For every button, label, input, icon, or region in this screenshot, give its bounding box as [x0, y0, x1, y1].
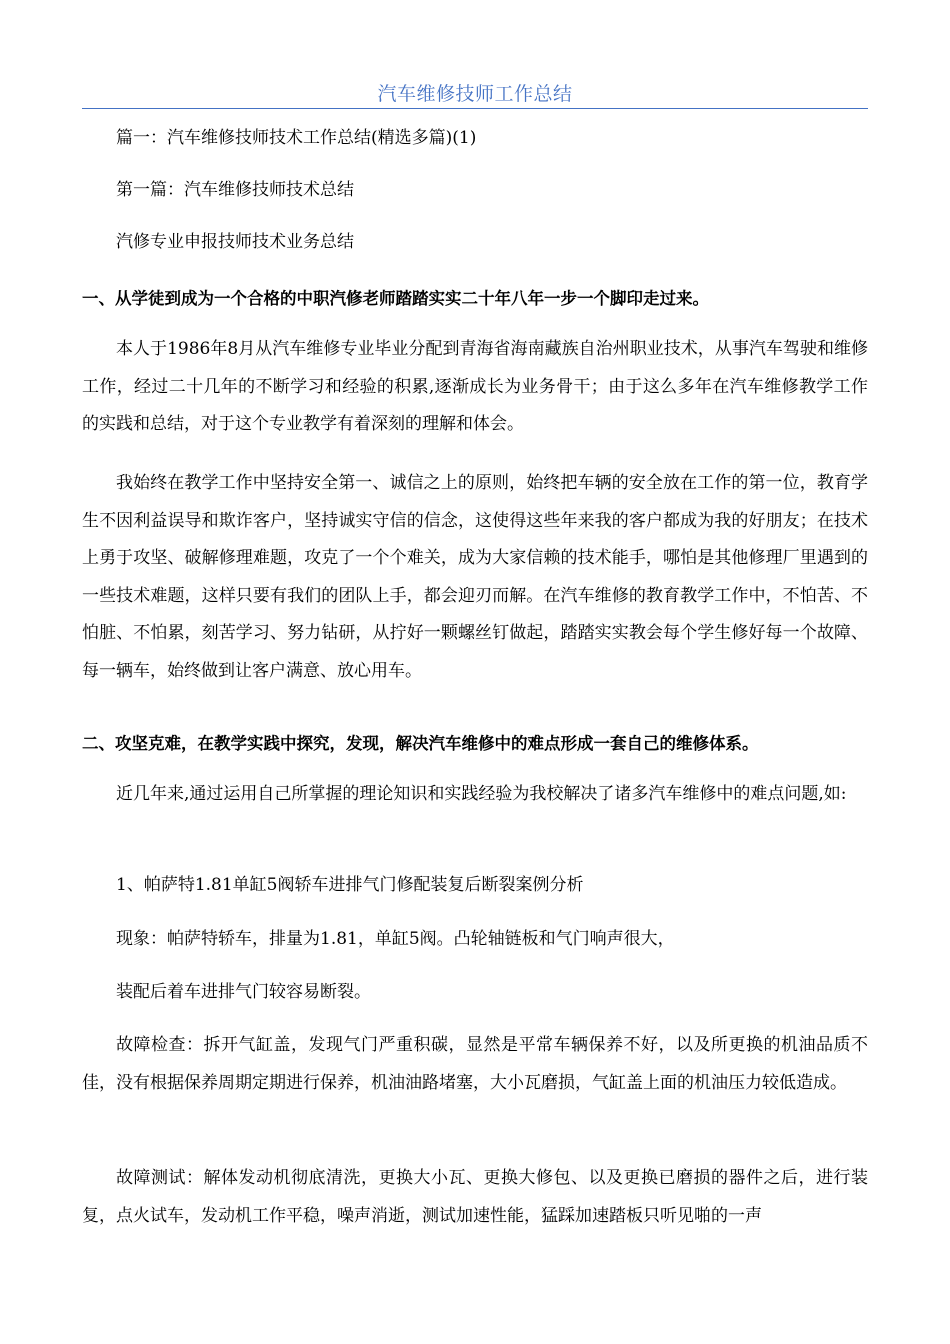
title-underline — [82, 108, 868, 109]
paragraph-first-chapter: 第一篇：汽车维修技师技术总结 — [116, 180, 354, 200]
paragraph-recent-years: 近几年来,通过运用自己所掌握的理论知识和实践经验为我校解决了诸多汽车维修中的难点问题,如: — [116, 784, 847, 804]
paragraph-principles: 我始终在教学工作中坚持安全第一、诚信之上的原则，始终把车辆的安全放在工作的第一位，教育学生不因利益误导和欺诈客户，坚持诚实守信的信念，这使得这些年来我的客户都成为我的好朋友；在技术上勇于攻坚、破解修理难题，攻克了一个个难关，成为大家信赖的技术能手，哪怕是其他修理厂里遇到的一些技术难题，这样只要有我们的团队上手，都会迎刃而解。在汽车维修的教育教学工作中，不怕苦、不怕脏、不怕累，刻苦学习、努力钻研，从拧好一颗螺丝钉做起，踏踏实实教会每个学生修好每一个故障、每一辆车，始终做到让客户满意、放心用车。 — [82, 473, 868, 681]
paragraph-breakage: 装配后着车进排气门较容易断裂。 — [116, 982, 371, 1002]
paragraph-fault-test: 故障测试：解体发动机彻底清洗，更换大小瓦、更换大修包、以及更换已磨损的器件之后，进行装复，点火试车，发动机工作平稳，噪声消逝，测试加速性能，猛踩加速踏板只听见啪的一声 — [82, 1168, 868, 1226]
paragraph-case-title: 1、帕萨特1.81单缸5阀轿车进排气门修配装复后断裂案例分析 — [116, 875, 584, 895]
section-heading-one: 一、从学徒到成为一个合格的中职汽修老师踏踏实实二十年八年一步一个脚印走过来。 — [82, 289, 709, 308]
section-heading-two: 二、攻坚克难，在教学实践中探究，发现，解决汽车维修中的难点形成一套自己的维修体系。 — [82, 734, 759, 753]
paragraph-intro: 本人于1986年8月从汽车维修专业毕业分配到青海省海南藏族自治州职业技术，从事汽车驾驶和维修工作，经过二十几年的不断学习和经验的积累,逐渐成长为业务骨干；由于这么多年在汽车维修教学工作的实践和总结，对于这个专业教学有着深刻的理解和体会。 — [82, 339, 868, 434]
paragraph-subtitle: 汽修专业申报技师技术业务总结 — [116, 232, 354, 252]
document-title: 汽车维修技师工作总结 — [377, 83, 573, 105]
paragraph-article-heading: 篇一：汽车维修技师技术工作总结(精选多篇)(1) — [116, 128, 477, 148]
paragraph-phenomenon: 现象：帕萨特轿车，排量为1.81，单缸5阀。凸轮轴链板和气门响声很大， — [116, 929, 675, 949]
paragraph-fault-check: 故障检查：拆开气缸盖，发现气门严重积碳，显然是平常车辆保养不好，以及所更换的机油品质不佳，没有根据保养周期定期进行保养，机油油路堵塞，大小瓦磨损，气缸盖上面的机油压力较低造成。 — [82, 1035, 868, 1093]
